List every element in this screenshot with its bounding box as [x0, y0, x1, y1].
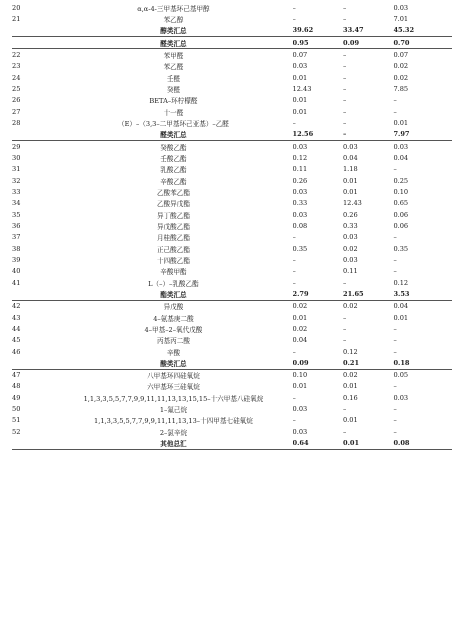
value-col-1: 0.02 — [292, 324, 308, 333]
row-number: 33 — [12, 187, 21, 196]
value-col-2: 0.04 — [342, 153, 358, 162]
value-col-1: 0.26 — [292, 176, 308, 185]
compound-name: 乳酸乙酯 — [160, 166, 187, 175]
value-col-1: 2.79 — [293, 288, 343, 300]
row-number — [12, 437, 54, 449]
table-row — [12, 369, 452, 381]
value-col-3: 0.18 — [393, 357, 452, 369]
value-col-2: 0.03 — [342, 255, 358, 264]
value-col-2: – — [342, 324, 347, 333]
row-number: 24 — [12, 73, 21, 82]
compound-name: 1–氟己烷 — [159, 406, 188, 415]
row-number: 34 — [12, 199, 21, 208]
table-row — [12, 232, 452, 243]
value-col-1: – — [292, 416, 296, 425]
value-col-3: – — [393, 405, 397, 414]
compound-name: 八甲基环四硅氧烷 — [147, 372, 200, 381]
row-number: 39 — [12, 255, 21, 264]
table-row — [12, 403, 452, 414]
value-col-2: 0.26 — [342, 210, 358, 219]
row-number: 29 — [12, 142, 21, 151]
value-col-2: – — [342, 313, 347, 322]
table-row — [12, 106, 452, 117]
value-col-3: 0.03 — [393, 3, 409, 12]
table-row — [12, 13, 452, 24]
row-number — [12, 357, 54, 369]
value-col-3: 0.06 — [393, 210, 409, 219]
value-col-1: – — [292, 393, 296, 402]
value-col-1: 0.03 — [292, 427, 308, 436]
row-number: 49 — [12, 393, 21, 402]
value-col-1: 0.03 — [292, 210, 308, 219]
compound-name: 异戊酸 — [163, 303, 184, 312]
compound-name: 月桂酸乙酯 — [156, 234, 190, 243]
row-number: 28 — [12, 118, 21, 127]
summary-row — [12, 357, 452, 369]
compound-name: 辛酸甲酯 — [160, 268, 187, 277]
row-number: 42 — [12, 302, 21, 311]
table-row — [12, 254, 452, 265]
value-col-1: 0.01 — [292, 382, 308, 391]
value-col-3: 7.85 — [393, 84, 409, 93]
value-col-1: – — [292, 3, 296, 12]
value-col-1: – — [292, 14, 296, 23]
table-row — [12, 49, 452, 61]
value-col-1: – — [292, 118, 296, 127]
compound-name: 癸酸乙酯 — [160, 143, 187, 152]
summary-row — [12, 25, 452, 37]
row-number: 47 — [12, 371, 21, 380]
row-number — [12, 25, 54, 37]
value-col-3: 3.53 — [393, 288, 452, 300]
value-col-3: 0.04 — [393, 153, 409, 162]
compound-name: α,α-4-三甲基环己基甲醇 — [137, 4, 210, 13]
value-col-1: – — [292, 255, 296, 264]
value-col-2: 0.03 — [342, 233, 358, 242]
row-number: 38 — [12, 244, 21, 253]
compound-name: 异丁酸乙酯 — [156, 211, 190, 220]
value-col-1: 0.03 — [292, 142, 308, 151]
value-col-3: 7.97 — [393, 129, 452, 141]
compound-name: 1,1,3,3,5,5,7,7,9,9,11,11,13,13–十四甲基七硅氧烷 — [94, 417, 253, 426]
value-col-1: 0.08 — [292, 221, 308, 230]
value-col-1: 0.01 — [292, 96, 308, 105]
compound-name: 1,1,3,3,5,5,7,7,9,9,11,11,13,13,15,15–十六甲基八硅氧烷 — [83, 394, 264, 403]
compound-name: L（–）–乳酸乙酯 — [148, 279, 199, 288]
compound-name: 乙酸苯乙酯 — [156, 188, 190, 197]
value-col-1: – — [292, 267, 296, 276]
value-col-1: 0.03 — [292, 187, 308, 196]
value-col-1: 0.01 — [292, 313, 308, 322]
table-row — [12, 312, 452, 323]
table-row — [12, 72, 452, 83]
value-col-3: 0.06 — [393, 221, 409, 230]
table-row — [12, 220, 452, 231]
summary-row — [12, 36, 452, 48]
value-col-3: 0.10 — [393, 187, 409, 196]
compound-name: 正己酸乙酯 — [156, 245, 190, 254]
compound-name: 丙基丙二酸 — [156, 337, 190, 346]
row-number: 52 — [12, 427, 21, 436]
value-col-1: 0.04 — [292, 336, 308, 345]
row-number: 45 — [12, 336, 21, 345]
value-col-2: 0.16 — [342, 393, 358, 402]
value-col-2: – — [342, 14, 347, 23]
value-col-3: 7.01 — [393, 14, 409, 23]
compound-name: 4–氨基庚二酸 — [153, 314, 194, 323]
row-number: 20 — [12, 3, 21, 12]
value-col-2: 12.43 — [342, 199, 362, 208]
value-col-2: – — [342, 3, 347, 12]
value-col-1: 0.02 — [292, 302, 308, 311]
value-col-3: – — [393, 255, 397, 264]
row-number: 43 — [12, 313, 21, 322]
value-col-2: – — [342, 118, 347, 127]
value-col-1: – — [292, 278, 296, 287]
compound-name: 4–甲基–2–氧代戊酸 — [144, 325, 203, 334]
value-col-3: 0.25 — [393, 176, 409, 185]
value-col-2: – — [342, 336, 347, 345]
compound-name: 乙酸异戊酯 — [156, 200, 190, 209]
table-row — [12, 300, 452, 312]
value-col-1: – — [292, 347, 296, 356]
value-col-2: 21.65 — [343, 288, 393, 300]
value-col-2: 0.02 — [342, 302, 358, 311]
value-col-3: 0.08 — [393, 437, 452, 449]
value-col-3: – — [393, 107, 397, 116]
row-number: 36 — [12, 221, 21, 230]
row-number: 46 — [12, 347, 21, 356]
value-col-2: 0.12 — [342, 347, 358, 356]
value-col-2: 0.03 — [342, 142, 358, 151]
value-col-2: 0.01 — [343, 437, 393, 449]
row-number: 30 — [12, 153, 21, 162]
compound-table — [12, 2, 452, 450]
table-row — [12, 335, 452, 346]
row-number: 50 — [12, 405, 21, 414]
table-row — [12, 426, 452, 437]
value-col-1: 0.64 — [293, 437, 343, 449]
value-col-1: 0.35 — [292, 244, 308, 253]
compound-name: 苯甲醛 — [163, 51, 184, 60]
compound-name: 辛酸 — [166, 348, 181, 357]
summary-row — [12, 129, 452, 141]
row-number: 32 — [12, 176, 21, 185]
table-row — [12, 164, 452, 175]
value-col-2: 0.01 — [342, 416, 358, 425]
summary-row — [12, 288, 452, 300]
value-col-3: – — [393, 233, 397, 242]
compound-name: 六甲基环三硅氧烷 — [147, 383, 200, 392]
table-row — [12, 277, 452, 288]
value-col-2: 0.01 — [342, 176, 358, 185]
row-number: 31 — [12, 165, 21, 174]
value-col-3: 0.02 — [393, 73, 409, 82]
table-row — [12, 209, 452, 220]
value-col-3: 0.04 — [393, 302, 409, 311]
value-col-2: 0.02 — [342, 244, 358, 253]
row-number: 37 — [12, 233, 21, 242]
table-row — [12, 140, 452, 152]
compound-table-body — [12, 2, 452, 449]
value-col-1: 0.03 — [292, 62, 308, 71]
row-number — [12, 288, 54, 300]
table-row — [12, 61, 452, 72]
value-col-2: – — [342, 62, 347, 71]
row-number: 51 — [12, 416, 21, 425]
value-col-3: – — [393, 336, 397, 345]
value-col-3: 0.03 — [393, 393, 409, 402]
value-col-2: 1.18 — [342, 165, 358, 174]
value-col-3: – — [393, 324, 397, 333]
row-number: 21 — [12, 14, 21, 23]
compound-name: 苯乙醛 — [163, 63, 184, 72]
value-col-2: – — [342, 405, 347, 414]
row-number: 40 — [12, 267, 21, 276]
compound-name: 酸类汇总 — [54, 357, 292, 369]
value-col-3: 0.07 — [393, 50, 409, 59]
value-col-1: 0.10 — [292, 371, 308, 380]
compound-name: 醛类汇总 — [54, 36, 292, 48]
value-col-2: 0.02 — [342, 371, 358, 380]
value-col-2: – — [342, 278, 347, 287]
row-number: 44 — [12, 324, 21, 333]
table-row — [12, 346, 452, 357]
table-row — [12, 152, 452, 163]
value-col-2: – — [342, 107, 347, 116]
value-col-3: 0.01 — [393, 118, 409, 127]
compound-name: 壬醛 — [166, 74, 181, 83]
value-col-3: 0.02 — [393, 62, 409, 71]
table-row — [12, 392, 452, 403]
compound-name: 其他总汇 — [54, 437, 292, 449]
value-col-1: 0.01 — [292, 107, 308, 116]
row-number: 22 — [12, 50, 21, 59]
compound-name: 醛类汇总 — [54, 129, 292, 141]
value-col-2: – — [342, 84, 347, 93]
value-col-3: 0.05 — [393, 371, 409, 380]
value-col-2: – — [342, 427, 347, 436]
value-col-1: 0.95 — [293, 36, 343, 48]
compound-name: 十一醛 — [163, 108, 184, 117]
table-row — [12, 175, 452, 186]
value-col-3: 0.01 — [393, 313, 409, 322]
value-col-1: 0.07 — [292, 50, 308, 59]
value-col-2: – — [342, 96, 347, 105]
value-col-3: 0.35 — [393, 244, 409, 253]
table-row — [12, 95, 452, 106]
value-col-3: 45.32 — [393, 25, 452, 37]
value-col-3: 0.65 — [393, 199, 409, 208]
row-number — [12, 36, 54, 48]
compound-name: 壬酸乙酯 — [160, 154, 187, 163]
compound-name: 苯乙醇 — [163, 15, 184, 24]
value-col-1: 0.33 — [292, 199, 308, 208]
table-row — [12, 243, 452, 254]
summary-row — [12, 437, 452, 449]
value-col-1: 0.09 — [293, 357, 343, 369]
compound-name: 癸醛 — [166, 85, 181, 94]
value-col-3: – — [393, 382, 397, 391]
value-col-2: 0.11 — [342, 267, 358, 276]
table-row — [12, 186, 452, 197]
table-row — [12, 266, 452, 277]
row-number: 35 — [12, 210, 21, 219]
compound-name: 2–氯辛烷 — [159, 428, 188, 437]
value-col-1: 12.43 — [292, 84, 312, 93]
compound-name: 醇类汇总 — [54, 25, 292, 37]
row-number: 27 — [12, 107, 21, 116]
row-number: 26 — [12, 96, 21, 105]
value-col-2: 0.21 — [343, 357, 393, 369]
row-number — [12, 129, 54, 141]
value-col-1: 0.01 — [292, 73, 308, 82]
value-col-2: 0.33 — [342, 221, 358, 230]
value-col-3: – — [393, 267, 397, 276]
value-col-2: – — [342, 73, 347, 82]
value-col-2: 33.47 — [343, 25, 393, 37]
value-col-1: – — [292, 233, 296, 242]
row-number: 41 — [12, 278, 21, 287]
value-col-3: – — [393, 427, 397, 436]
value-col-3: 0.70 — [393, 36, 452, 48]
compound-name: 酯类汇总 — [54, 288, 292, 300]
compound-name: 异戊酸乙酯 — [156, 222, 190, 231]
compound-name: 辛酸乙酯 — [160, 177, 187, 186]
table-row — [12, 415, 452, 426]
value-col-2: 0.01 — [342, 382, 358, 391]
compound-name: 十四酸乙酯 — [156, 256, 190, 265]
row-number: 48 — [12, 382, 21, 391]
row-number: 23 — [12, 62, 21, 71]
table-row — [12, 381, 452, 392]
value-col-3: 0.12 — [393, 278, 409, 287]
value-col-3: 0.03 — [393, 142, 409, 151]
value-col-2: 0.09 — [343, 36, 393, 48]
row-number: 25 — [12, 84, 21, 93]
value-col-1: 0.12 — [292, 153, 308, 162]
value-col-1: 0.03 — [292, 405, 308, 414]
compound-name: BETA–环柠檬醛 — [149, 97, 198, 106]
table-row — [12, 323, 452, 334]
value-col-2: 0.01 — [342, 187, 358, 196]
table-row — [12, 2, 452, 13]
value-col-2: – — [343, 129, 393, 141]
value-col-3: – — [393, 96, 397, 105]
value-col-1: 0.11 — [292, 165, 308, 174]
value-col-2: – — [342, 50, 347, 59]
compound-name: （E）–（3,3–二甲基环己亚基）–乙醛 — [117, 119, 229, 128]
value-col-3: – — [393, 347, 397, 356]
value-col-3: – — [393, 416, 397, 425]
value-col-3: – — [393, 165, 397, 174]
table-row — [12, 83, 452, 94]
table-row — [12, 198, 452, 209]
value-col-1: 39.62 — [293, 25, 343, 37]
table-row — [12, 117, 452, 128]
value-col-1: 12.56 — [293, 129, 343, 141]
